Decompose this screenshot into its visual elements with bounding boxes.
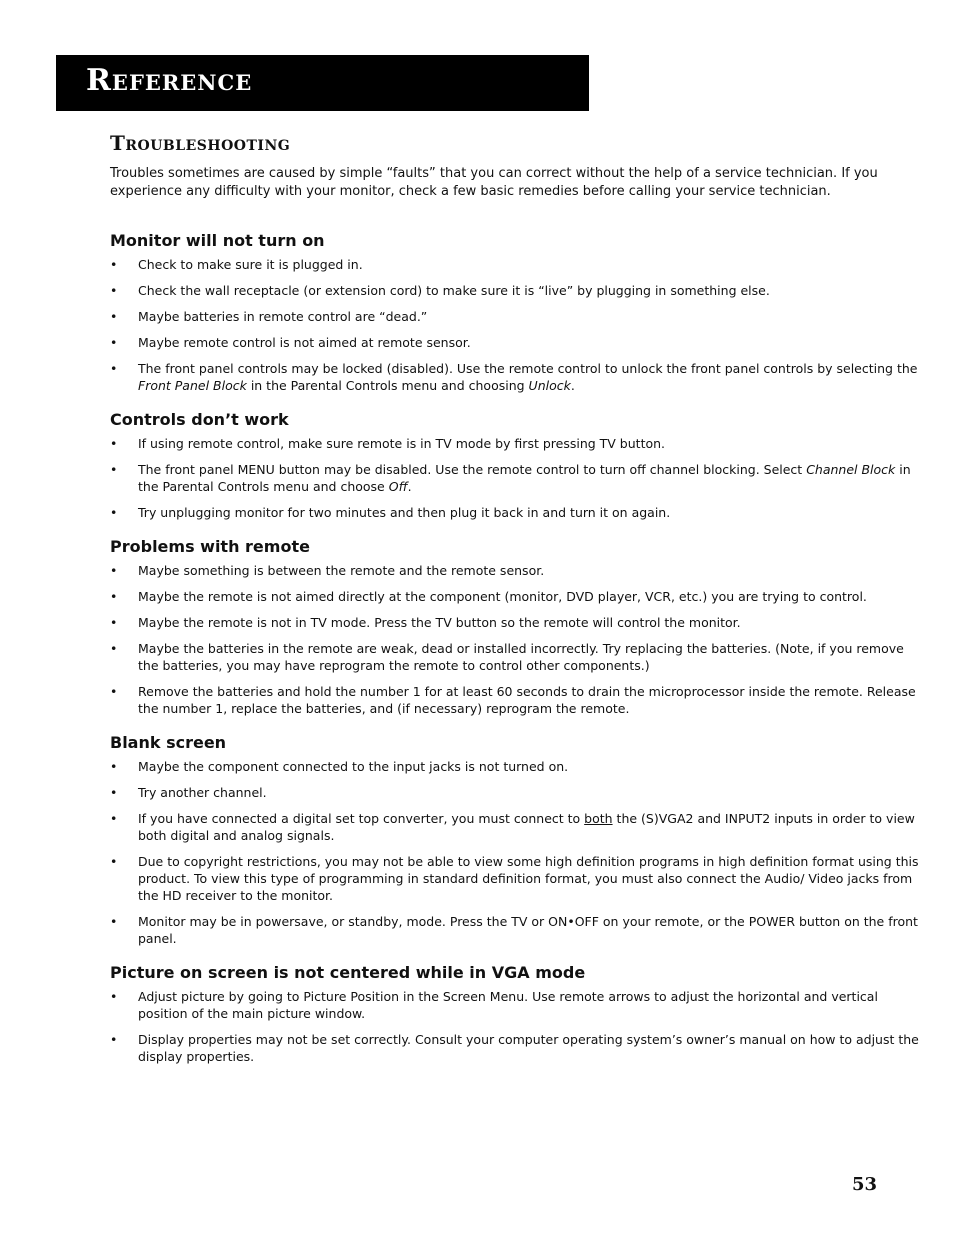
subsection-heading: Controls don’t work bbox=[110, 410, 289, 429]
list-item-text: in the Parental Controls menu and choose bbox=[138, 462, 911, 494]
list-item bbox=[110, 282, 922, 299]
bullet-icon: • bbox=[110, 589, 118, 604]
list-item-text: Display properties may not be set correctly. Consult your computer operating system’s owner’s manual on how to adjust the display properties. bbox=[138, 1032, 919, 1064]
list-item-text: If you have connected a digital set top converter, you must connect to bbox=[138, 811, 585, 826]
section-title: Troubleshooting bbox=[110, 131, 291, 155]
underlined-text: both bbox=[584, 811, 613, 826]
emphasized-text: Front Panel Block bbox=[138, 378, 247, 393]
emphasized-text: Off bbox=[388, 479, 408, 494]
list-item-text: Maybe batteries in remote control are “dead.” bbox=[138, 309, 428, 324]
list-item bbox=[110, 853, 922, 904]
emphasized-text: Unlock bbox=[528, 378, 571, 393]
subsection-heading: Problems with remote bbox=[110, 537, 310, 556]
list-item-text: If using remote control, make sure remote is in TV mode by first pressing TV button. bbox=[138, 436, 666, 451]
bullet-icon: • bbox=[110, 785, 118, 800]
list-item bbox=[110, 1031, 922, 1065]
list-item bbox=[110, 784, 922, 801]
list-item-text: Monitor may be in powersave, or standby, mode. Press the TV or ON•OFF on your remote, or the POWER button on the front panel. bbox=[138, 914, 918, 946]
bullet-icon: • bbox=[110, 1032, 118, 1047]
list-item-text: Maybe the batteries in the remote are weak, dead or installed incorrectly. Try replacing the batteries. (Note, if you remove the batteries, you may have reprogram the remote to control other components.) bbox=[138, 641, 904, 673]
list-item bbox=[110, 683, 922, 717]
bullet-list bbox=[110, 758, 922, 947]
bullet-icon: • bbox=[110, 914, 118, 929]
bullet-list bbox=[110, 256, 922, 394]
list-item-text: Remove the batteries and hold the number 1 for at least 60 seconds to drain the microprocessor inside the remote. Release the number 1, replace the batteries, and (if necessary) reprogram the remote. bbox=[138, 684, 916, 716]
list-item bbox=[110, 461, 922, 495]
bullet-icon: • bbox=[110, 854, 118, 869]
bullet-icon: • bbox=[110, 641, 118, 656]
bullet-icon: • bbox=[110, 811, 118, 826]
list-item-text: Maybe the component connected to the input jacks is not turned on. bbox=[138, 759, 569, 774]
list-item-text: The front panel controls may be locked (disabled). Use the remote control to unlock the front panel controls by selecting the bbox=[138, 361, 918, 376]
bullet-list bbox=[110, 988, 922, 1065]
list-item-text: Maybe remote control is not aimed at remote sensor. bbox=[138, 335, 471, 350]
bullet-list bbox=[110, 435, 922, 521]
subsection-heading: Picture on screen is not centered while in VGA mode bbox=[110, 963, 586, 982]
list-item bbox=[110, 988, 922, 1022]
bullet-list bbox=[110, 562, 922, 717]
list-item-text: Check to make sure it is plugged in. bbox=[138, 257, 363, 272]
list-item-text: . bbox=[407, 479, 412, 494]
page-number: 53 bbox=[852, 1174, 878, 1195]
bullet-icon: • bbox=[110, 257, 118, 272]
subsection-heading: Monitor will not turn on bbox=[110, 231, 325, 250]
troubleshooting-content bbox=[110, 222, 922, 1081]
list-item bbox=[110, 308, 922, 325]
subsection-heading: Blank screen bbox=[110, 733, 227, 752]
bullet-icon: • bbox=[110, 505, 118, 520]
bullet-icon: • bbox=[110, 989, 118, 1004]
list-item bbox=[110, 614, 922, 631]
list-item bbox=[110, 435, 922, 452]
list-item-text: Adjust picture by going to Picture Position in the Screen Menu. Use remote arrows to adjust the horizontal and vertical position of the main picture window. bbox=[138, 989, 878, 1021]
list-item bbox=[110, 810, 922, 844]
list-item-text: in the Parental Controls menu and choosing bbox=[246, 378, 529, 393]
header-title: Reference bbox=[86, 63, 253, 98]
list-item-text: Maybe the remote is not in TV mode. Press the TV button so the remote will control the monitor. bbox=[138, 615, 741, 630]
list-item-text: . bbox=[570, 378, 575, 393]
list-item bbox=[110, 504, 922, 521]
bullet-icon: • bbox=[110, 759, 118, 774]
header-bar bbox=[56, 55, 589, 111]
list-item bbox=[110, 588, 922, 605]
list-item-text: Due to copyright restrictions, you may not be able to view some high definition programs in high definition format using this product. To view this type of programming in standard definition format, you must also connect the Audio/ Video jacks from the HD receiver to the monitor. bbox=[138, 854, 919, 903]
list-item bbox=[110, 360, 922, 394]
list-item-text: Maybe the remote is not aimed directly at the component (monitor, DVD player, VCR, etc.) you are trying to control. bbox=[138, 589, 867, 604]
list-item bbox=[110, 256, 922, 273]
intro-paragraph: Troubles sometimes are caused by simple “faults” that you can correct without the help of a service technician. If you experience any difficulty with your monitor, check a few basic remedies before calling your service technician. bbox=[110, 166, 878, 199]
list-item-text: Try unplugging monitor for two minutes and then plug it back in and turn it on again. bbox=[138, 505, 671, 520]
bullet-icon: • bbox=[110, 615, 118, 630]
bullet-icon: • bbox=[110, 283, 118, 298]
list-item bbox=[110, 562, 922, 579]
bullet-icon: • bbox=[110, 563, 118, 578]
bullet-icon: • bbox=[110, 436, 118, 451]
emphasized-text: Channel Block bbox=[806, 462, 896, 477]
list-item-text: Try another channel. bbox=[138, 785, 267, 800]
list-item-text: Maybe something is between the remote and the remote sensor. bbox=[138, 563, 545, 578]
list-item bbox=[110, 640, 922, 674]
list-item bbox=[110, 758, 922, 775]
bullet-icon: • bbox=[110, 335, 118, 350]
bullet-icon: • bbox=[110, 462, 118, 477]
bullet-icon: • bbox=[110, 361, 118, 376]
list-item bbox=[110, 913, 922, 947]
list-item bbox=[110, 334, 922, 351]
bullet-icon: • bbox=[110, 684, 118, 699]
list-item-text: the (S)VGA2 and INPUT2 inputs in order to view both digital and analog signals. bbox=[138, 811, 915, 843]
list-item-text: The front panel MENU button may be disabled. Use the remote control to turn off channel blocking. Select bbox=[138, 462, 807, 477]
list-item-text: Check the wall receptacle (or extension cord) to make sure it is “live” by plugging in something else. bbox=[138, 283, 770, 298]
bullet-icon: • bbox=[110, 309, 118, 324]
